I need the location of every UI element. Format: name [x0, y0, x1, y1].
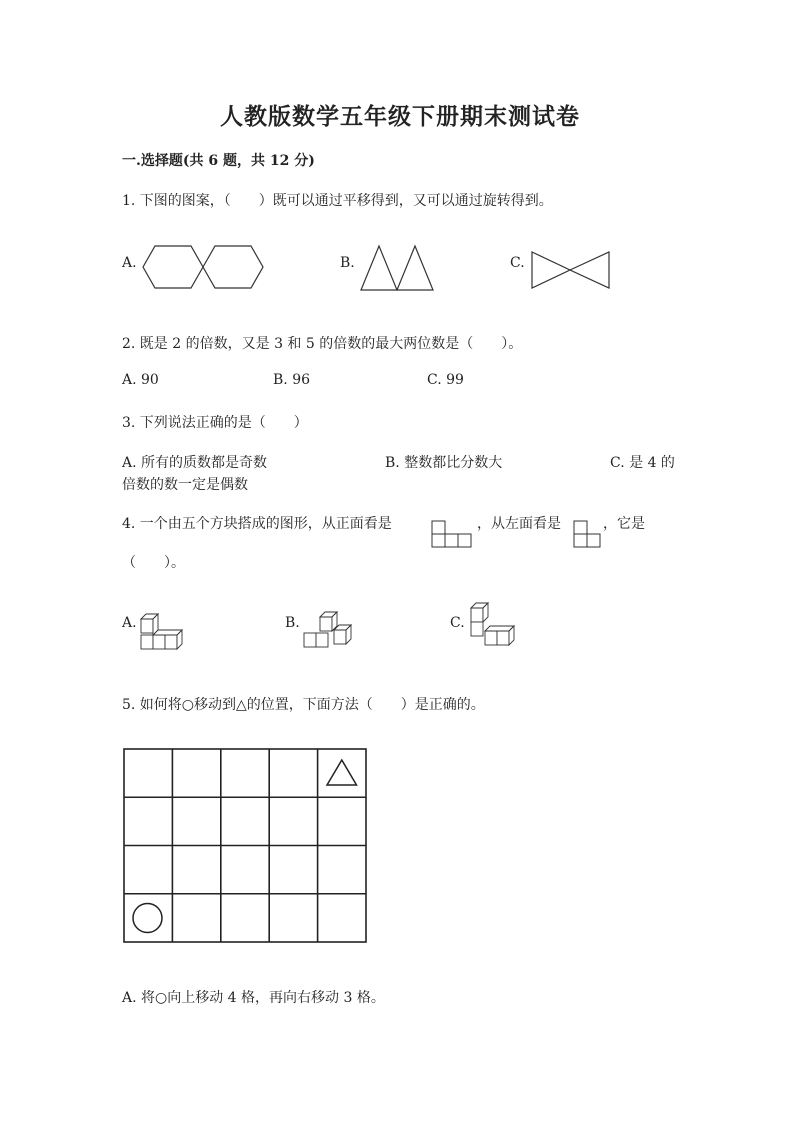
q4-option-a-label[interactable]: A. [122, 615, 137, 631]
question-4-part-1: 4. 一个由五个方块搭成的图形，从正面看是 [122, 516, 392, 532]
q4-front-view-icon [431, 520, 473, 550]
page-title: 人教版数学五年级下册期末测试卷 [220, 103, 580, 130]
q1-figure-triangles [360, 244, 440, 292]
section-heading: 一.选择题(共 6 题，共 12 分) [122, 153, 315, 169]
q1-option-a-label[interactable]: A. [122, 255, 137, 271]
q1-figure-bowtie [530, 250, 612, 292]
question-3: 3. 下列说法正确的是（ ） [122, 415, 308, 431]
question-1: 1. 下图的图案，（ ）既可以通过平移得到，又可以通过旋转得到。 [122, 193, 553, 209]
question-4-part-4: （ ）。 [122, 555, 185, 571]
q3-option-a[interactable]: A. 所有的质数都是奇数 [122, 455, 268, 471]
question-5: 5. 如何将○移动到△的位置，下面方法（ ）是正确的。 [122, 697, 485, 713]
question-4-part-2: ，从左面看是 [477, 516, 561, 532]
q4-option-b-label[interactable]: B. [285, 615, 300, 631]
q4-figure-a-cubes [140, 611, 190, 653]
q2-option-c[interactable]: C. 99 [427, 372, 464, 388]
q1-option-b-label[interactable]: B. [340, 255, 355, 271]
circle-shape [133, 904, 162, 933]
question-4-part-3: ，它是 [603, 516, 645, 532]
q4-option-c-label[interactable]: C. [450, 615, 465, 631]
q4-left-view-icon [573, 520, 603, 550]
triangle-shape [327, 760, 357, 785]
q3-option-c[interactable]: C. 是 4 的 [610, 455, 675, 471]
question-2: 2. 既是 2 的倍数，又是 3 和 5 的倍数的最大两位数是（ ）。 [122, 336, 523, 352]
q1-figure-hexagons [140, 244, 270, 290]
q5-grid [123, 748, 368, 944]
q2-option-b[interactable]: B. 96 [273, 372, 311, 388]
q3-option-b[interactable]: B. 整数都比分数大 [385, 455, 503, 471]
q1-option-c-label[interactable]: C. [510, 255, 525, 271]
q4-figure-b-cubes [303, 609, 353, 651]
q2-option-a[interactable]: A. 90 [122, 372, 159, 388]
q4-figure-c-cubes [468, 605, 518, 651]
q3-option-c-continued: 倍数的数一定是偶数 [122, 477, 248, 493]
q5-option-a[interactable]: A. 将○向上移动 4 格，再向右移动 3 格。 [122, 990, 385, 1006]
